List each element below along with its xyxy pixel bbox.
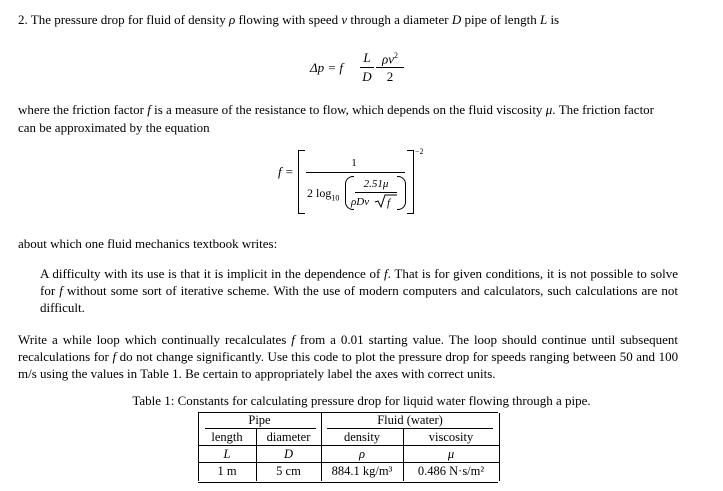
value-diameter: 5 cm [276, 464, 301, 478]
eq1-frac-bar-1 [360, 67, 374, 68]
header-rule [198, 445, 499, 446]
friction-factor-equation [278, 148, 428, 218]
symbol-D: D [451, 12, 462, 27]
quote-t2: . That is for given conditions, it is not possible to solve [387, 266, 678, 281]
pipe-underline [205, 428, 316, 429]
task-t1: Write a while loop which continually recalculates [18, 332, 287, 347]
eq1-frac-bar-2 [376, 67, 404, 68]
table-caption: Table 1: Constants for calculating pressure drop for liquid water flowing through a pipe. [132, 393, 591, 408]
fluid-underline [327, 428, 493, 429]
intro-mid2: through a diameter [350, 12, 449, 27]
task-t4: do not change significantly. Use this code to plot the pressure drop for speeds ranging between 50 and [119, 349, 656, 364]
task-t3: recalculations for [18, 349, 109, 364]
symbol-diameter: D [283, 447, 294, 461]
eq2-right-bracket [407, 150, 414, 214]
intro-suffix: is [550, 12, 560, 27]
eq1-lhs: Δp = f [310, 60, 344, 75]
eq2-log: 2 $\log_{10}$ [307, 186, 340, 203]
eq2-exponent: −2 [415, 147, 424, 156]
task-f2: f [112, 349, 117, 364]
header-diameter: diameter [266, 430, 311, 444]
eq1-den2: 2 [386, 69, 394, 84]
symbol-v: v [341, 12, 348, 27]
quote-t3: for [40, 283, 56, 298]
eq2-numerator: 1 [351, 157, 357, 169]
textbook-quote [40, 265, 678, 316]
pressure-drop-equation [310, 48, 430, 88]
symbol-rule [198, 462, 499, 463]
eq2-sqrt-f: f [387, 197, 391, 209]
friction-paragraph [18, 101, 678, 137]
task-t2: from a 0.01 starting value. The loop should continue until subsequent [299, 332, 679, 347]
value-viscosity: 0.486 N·s/m² [417, 464, 485, 478]
eq1-num1: L [363, 50, 371, 65]
value-length: 1 m [217, 464, 237, 478]
symbol-density: ρ [359, 447, 365, 461]
intro-mid3: pipe of length [464, 12, 537, 27]
eq1-den1: D [362, 69, 372, 84]
friction-text-c: . The friction factor [552, 102, 655, 117]
friction-text-a: where the friction factor [18, 102, 144, 117]
eq2-main-frac-bar [306, 172, 405, 173]
header-length: length [211, 430, 243, 444]
eq2-lhs: f = [278, 164, 294, 179]
problem-intro [18, 12, 678, 28]
symbol-length: L [223, 447, 231, 461]
friction-text-line2: can be approximated by the equation [18, 120, 210, 135]
friction-text-b: is a measure of the resistance to flow, which depends on the fluid viscosity [154, 102, 543, 117]
eq2-right-paren [397, 176, 406, 210]
eq1-num2: $\rho v^2$ [381, 51, 398, 67]
group-pipe: Pipe [248, 413, 271, 427]
quote-t4: without some sort of iterative scheme. With the use of modern computers and calculators, such calculations are not [66, 283, 679, 298]
symbol-mu: μ [545, 102, 553, 117]
symbol-rho: ρ [228, 12, 236, 27]
task-paragraph [18, 331, 678, 382]
quote-f1: f [384, 266, 388, 281]
symbol-viscosity: μ [447, 447, 455, 461]
symbol-f: f [147, 102, 151, 117]
quote-t1: A difficulty with its use is that it is implicit in the dependence of [40, 266, 381, 281]
task-f1: f [291, 332, 295, 347]
sqrt-icon [374, 193, 398, 209]
quote-t5: difficult. [40, 300, 85, 315]
group-fluid: Fluid (water) [377, 413, 443, 427]
header-density: density [343, 430, 381, 444]
intro-prefix: 2. The pressure drop for fluid of density [18, 12, 226, 27]
value-density: 884.1 kg/m³ [331, 464, 393, 478]
symbol-L: L [539, 12, 548, 27]
header-viscosity: viscosity [428, 430, 474, 444]
intro-mid1: flowing with speed [238, 12, 339, 27]
quote-f2: f [59, 283, 63, 298]
about-line: about which one fluid mechanics textbook writes: [18, 236, 278, 251]
eq2-inner-num: 2.51μ [363, 178, 389, 190]
eq2-inner-den: ρDv [351, 196, 370, 208]
task-t5: 100 m/s using the values in Table 1. Be certain to appropriately label the axes with correct units. [18, 349, 679, 381]
